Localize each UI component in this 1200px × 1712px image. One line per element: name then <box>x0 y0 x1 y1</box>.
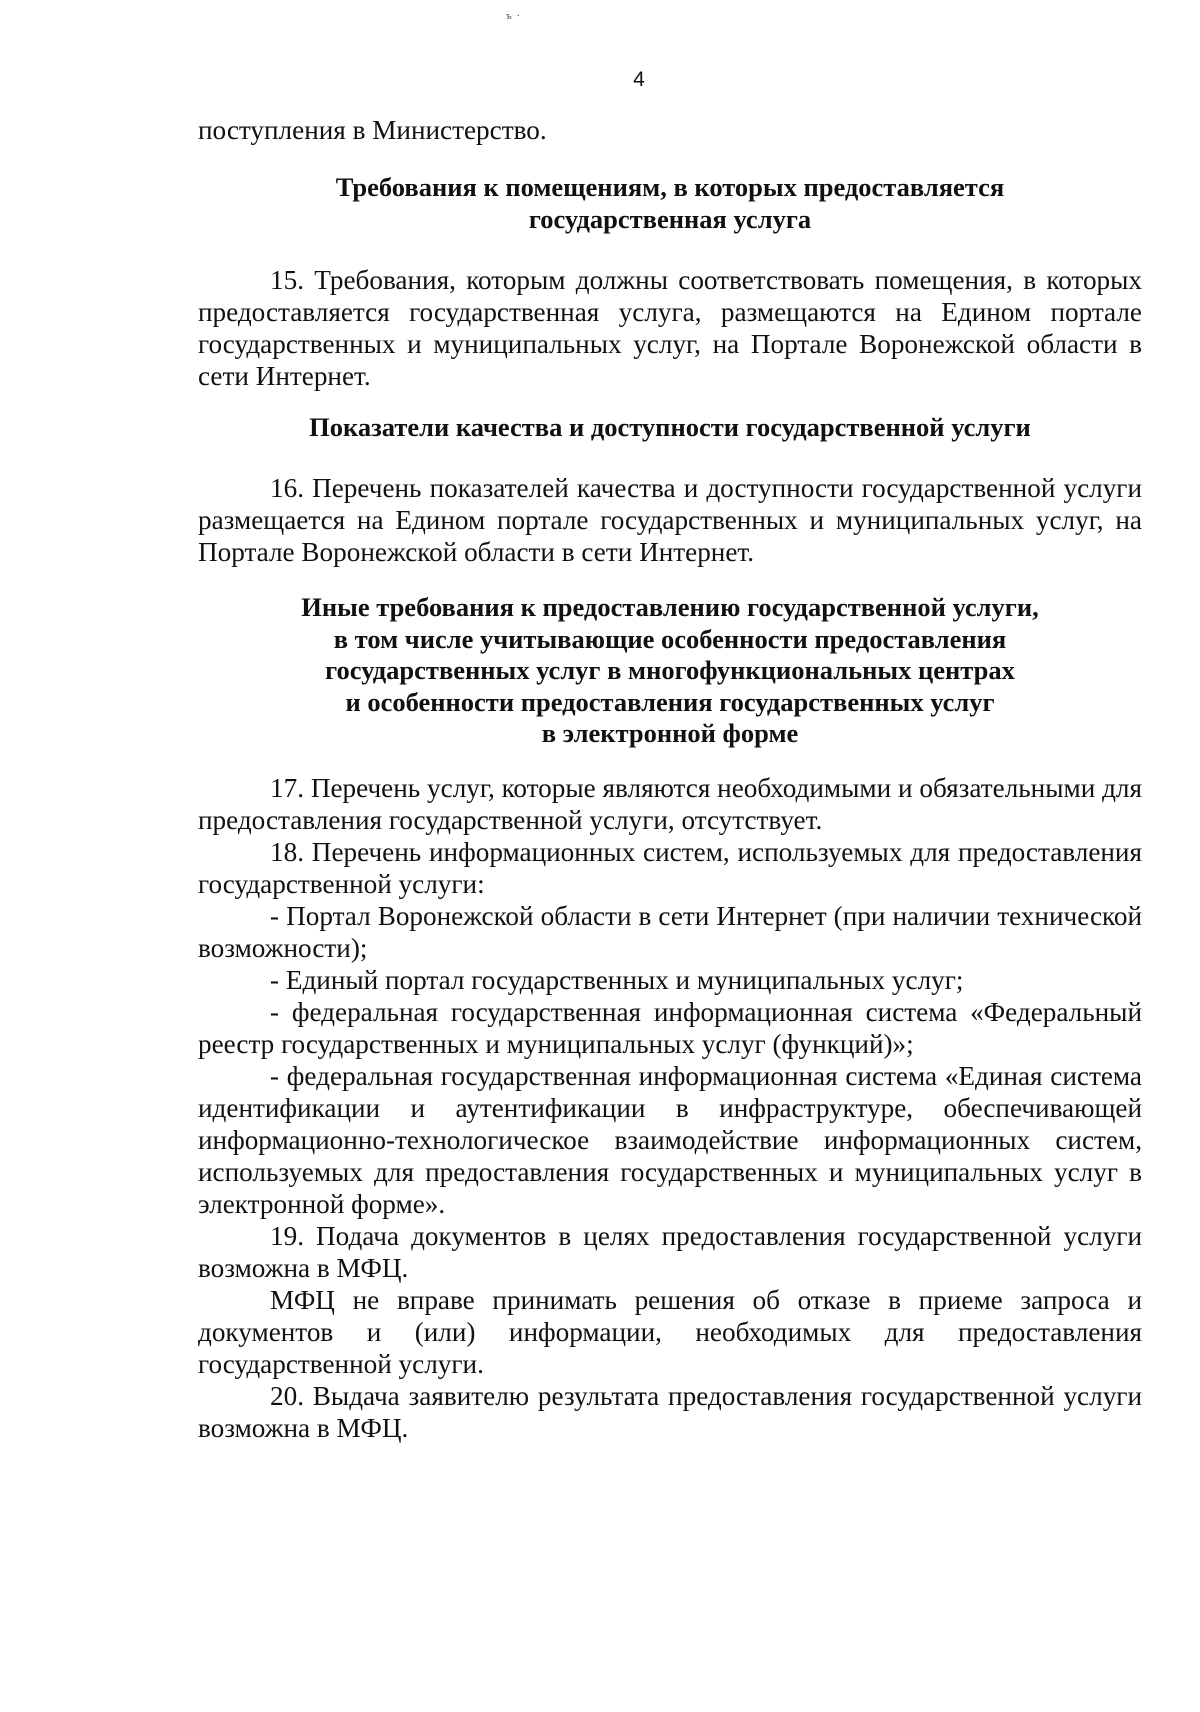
paragraph-17: 17. Перечень услуг, которые являются необходимыми и обязательными для предоставления государственной услуги, отсутствует. <box>198 773 1142 835</box>
heading-line: в электронной форме <box>541 718 799 748</box>
list-item-unified-portal: - Единый портал государственных и муниципальных услуг; <box>270 965 964 995</box>
paragraph-19: 19. Подача документов в целях предоставления государственной услуги возможна в МФЦ. <box>198 1221 1142 1283</box>
heading-quality <box>198 412 1142 444</box>
heading-line: и особенности предоставления государственных услуг <box>345 686 995 717</box>
scan-artifact: ъ · <box>506 10 522 22</box>
heading-line: Показатели качества и доступности государственной услуги <box>309 412 1031 442</box>
section-16 <box>198 472 1142 568</box>
section-17-20 <box>198 772 1142 1444</box>
paragraph-16: 16. Перечень показателей качества и доступности государственной услуги размещается на Едином портале государственных и муниципальных услуг, на Портале Воронежской области в сети Интернет. <box>198 473 1142 567</box>
paragraph-20: 20. Выдача заявителю результата предоставления государственной услуги возможна в МФЦ. <box>198 1381 1142 1443</box>
paragraph-18: 18. Перечень информационных систем, используемых для предоставления государственной услуги: <box>198 837 1142 899</box>
page-number: 4 <box>633 68 645 91</box>
heading-line: государственных услуг в многофункциональных центрах <box>325 655 1015 685</box>
list-item-federal-registry: - федеральная государственная информационная система «Федеральный реестр государственных и муниципальных услуг (функций)»; <box>198 997 1142 1059</box>
paragraph-19-note: МФЦ не вправе принимать решения об отказе в приеме запроса и документов и (или) информации, необходимых для предоставления государственной услуги. <box>198 1285 1142 1379</box>
heading-premises <box>198 172 1142 235</box>
heading-other-requirements <box>198 592 1142 750</box>
heading-line: государственная услуга <box>528 203 812 234</box>
list-item-portal-voronezh: - Портал Воронежской области в сети Интернет (при наличии технической возможности); <box>198 901 1142 963</box>
list-item-esia: - федеральная государственная информационная система «Единая система идентификации и аутентификации в инфраструктуре, обеспечивающей информационно-технологическое взаимодействие информационных систем, используемых для предоставления государственных и муниципальных услуг в электронной форме». <box>198 1061 1142 1219</box>
section-15 <box>198 264 1142 392</box>
paragraph-15: 15. Требования, которым должны соответствовать помещения, в которых предоставляется государственная услуга, размещаются на Едином портале государственных и муниципальных услуг, на Портале Воронежской области в сети Интернет. <box>198 265 1142 391</box>
heading-line: в том числе учитывающие особенности предоставления <box>333 623 1007 654</box>
paragraph-continuation: поступления в Министерство. <box>198 115 547 145</box>
heading-line: Требования к помещениям, в которых предоставляется <box>335 172 1005 202</box>
continuation-text <box>198 114 1142 146</box>
heading-line: Иные требования к предоставлению государственной услуги, <box>301 592 1039 622</box>
